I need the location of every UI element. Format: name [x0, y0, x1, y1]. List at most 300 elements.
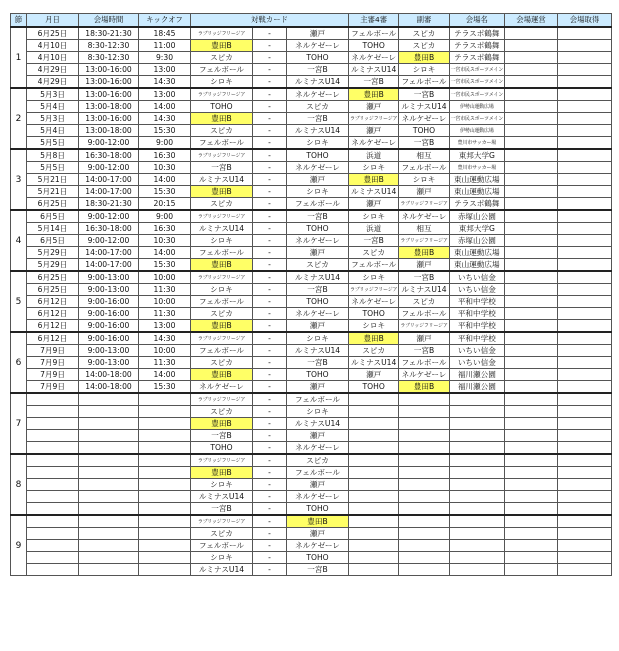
cell-kickoff: 13:00 — [139, 88, 191, 101]
cell-venue — [449, 467, 504, 479]
cell-venue — [449, 479, 504, 491]
cell-venue-time — [79, 515, 139, 528]
cell-away-team: ネルケゼーレ — [287, 308, 349, 320]
cell-venue-time: 14:00-18:00 — [79, 381, 139, 394]
cell-vs: - — [253, 284, 287, 296]
cell-vs: - — [253, 454, 287, 467]
cell-home-team: スピカ — [191, 308, 253, 320]
cell-date: 6月12日 — [27, 308, 79, 320]
cell-date: 5月14日 — [27, 223, 79, 235]
section-number: 1 — [11, 27, 27, 88]
cell-kickoff: 9:00 — [139, 137, 191, 150]
cell-referee: TOHO — [349, 308, 399, 320]
cell-assistant-referee: 相互 — [399, 149, 449, 162]
cell-venue: 東山運動広場 — [449, 174, 504, 186]
cell-vs: - — [253, 64, 287, 76]
cell-kickoff: 14:00 — [139, 369, 191, 381]
cell-venue — [449, 454, 504, 467]
cell-away-team: TOHO — [287, 149, 349, 162]
cell-venue-ops — [505, 113, 558, 125]
cell-venue — [449, 430, 504, 442]
cell-venue-time — [79, 564, 139, 576]
cell-venue: いちい信金 — [449, 284, 504, 296]
cell-venue-ops — [505, 174, 558, 186]
cell-assistant-referee: スピカ — [399, 40, 449, 52]
cell-assistant-referee: 一宮B — [399, 137, 449, 150]
cell-venue-booking — [558, 284, 612, 296]
cell-assistant-referee — [399, 491, 449, 503]
cell-venue-booking — [558, 271, 612, 284]
cell-venue-time — [79, 540, 139, 552]
cell-kickoff: 15:30 — [139, 125, 191, 137]
cell-venue-time: 13:00-16:00 — [79, 113, 139, 125]
cell-vs: - — [253, 332, 287, 345]
cell-venue-booking — [558, 296, 612, 308]
cell-date — [27, 454, 79, 467]
cell-away-team: 瀬戸 — [287, 528, 349, 540]
cell-kickoff: 10:00 — [139, 296, 191, 308]
cell-venue-ops — [505, 27, 558, 40]
cell-assistant-referee: シロキ — [399, 64, 449, 76]
cell-away-team: シロキ — [287, 406, 349, 418]
cell-venue-booking — [558, 442, 612, 455]
cell-away-team: スピカ — [287, 454, 349, 467]
table-row — [11, 308, 612, 320]
cell-home-team: ルミナスU14 — [191, 174, 253, 186]
cell-date: 6月5日 — [27, 235, 79, 247]
cell-venue-ops — [505, 369, 558, 381]
cell-venue-time: 9:00-12:00 — [79, 137, 139, 150]
cell-venue-time: 16:30-18:00 — [79, 149, 139, 162]
table-row — [11, 27, 612, 40]
cell-venue-time: 14:00-18:00 — [79, 369, 139, 381]
cell-home-team: シロキ — [191, 76, 253, 89]
cell-date: 5月4日 — [27, 101, 79, 113]
cell-venue-booking — [558, 125, 612, 137]
cell-home-team: 豊田B — [191, 40, 253, 52]
cell-assistant-referee: 瀬戸 — [399, 186, 449, 198]
cell-venue-ops — [505, 125, 558, 137]
cell-home-team: フェルボール — [191, 296, 253, 308]
cell-referee: 瀬戸 — [349, 101, 399, 113]
cell-venue — [449, 442, 504, 455]
cell-venue-booking — [558, 88, 612, 101]
cell-venue-booking — [558, 223, 612, 235]
cell-home-team: 一宮B — [191, 503, 253, 516]
cell-venue — [449, 552, 504, 564]
cell-venue-booking — [558, 64, 612, 76]
cell-away-team: TOHO — [287, 52, 349, 64]
cell-date: 5月21日 — [27, 186, 79, 198]
cell-assistant-referee: フェルボール — [399, 357, 449, 369]
cell-kickoff: 14:00 — [139, 101, 191, 113]
cell-venue-ops — [505, 418, 558, 430]
cell-referee: ネルケゼーレ — [349, 137, 399, 150]
cell-venue-booking — [558, 162, 612, 174]
cell-away-team: ネルケゼーレ — [287, 540, 349, 552]
cell-assistant-referee: シロキ — [399, 174, 449, 186]
table-row — [11, 320, 612, 333]
cell-away-team: TOHO — [287, 223, 349, 235]
cell-assistant-referee: フェルボール — [399, 76, 449, 89]
cell-venue-ops — [505, 296, 558, 308]
cell-referee — [349, 406, 399, 418]
cell-away-team: ルミナスU14 — [287, 418, 349, 430]
cell-away-team: ネルケゼーレ — [287, 40, 349, 52]
cell-venue-booking — [558, 52, 612, 64]
cell-date — [27, 406, 79, 418]
cell-vs: - — [253, 210, 287, 223]
cell-home-team: シロキ — [191, 284, 253, 296]
cell-venue: テラスポ鶴舞 — [449, 40, 504, 52]
cell-venue — [449, 528, 504, 540]
cell-kickoff: 15:30 — [139, 381, 191, 394]
cell-away-team: 瀬戸 — [287, 430, 349, 442]
cell-vs: - — [253, 52, 287, 64]
cell-date — [27, 467, 79, 479]
col-header-venue-ops: 会場運営 — [505, 14, 558, 28]
table-row — [11, 332, 612, 345]
cell-away-team: 一宮B — [287, 357, 349, 369]
col-header-venue: 会場名 — [449, 14, 504, 28]
table-row — [11, 210, 612, 223]
cell-kickoff: 10:30 — [139, 235, 191, 247]
cell-assistant-referee — [399, 552, 449, 564]
cell-venue-time: 9:00-12:00 — [79, 210, 139, 223]
cell-venue-ops — [505, 223, 558, 235]
cell-vs: - — [253, 27, 287, 40]
cell-venue-ops — [505, 247, 558, 259]
cell-venue-booking — [558, 479, 612, 491]
cell-venue-booking — [558, 332, 612, 345]
cell-referee: ルミナスU14 — [349, 357, 399, 369]
cell-home-team: 豊田B — [191, 259, 253, 272]
cell-kickoff — [139, 406, 191, 418]
cell-referee — [349, 528, 399, 540]
cell-referee — [349, 393, 399, 406]
cell-venue-time — [79, 418, 139, 430]
cell-venue-booking — [558, 454, 612, 467]
cell-assistant-referee: 一宮B — [399, 88, 449, 101]
cell-home-team: スピカ — [191, 125, 253, 137]
cell-referee: シロキ — [349, 320, 399, 333]
cell-vs: - — [253, 113, 287, 125]
table-row — [11, 406, 612, 418]
cell-venue-ops — [505, 76, 558, 89]
cell-assistant-referee — [399, 503, 449, 516]
cell-venue-ops — [505, 308, 558, 320]
cell-date: 5月29日 — [27, 259, 79, 272]
cell-referee: シロキ — [349, 162, 399, 174]
cell-venue-time: 9:00-16:00 — [79, 332, 139, 345]
cell-referee: 豊田B — [349, 88, 399, 101]
cell-home-team: ルミナスU14 — [191, 564, 253, 576]
section-number: 8 — [11, 454, 27, 515]
cell-referee — [349, 503, 399, 516]
cell-venue — [449, 418, 504, 430]
table-row — [11, 515, 612, 528]
cell-venue-time — [79, 393, 139, 406]
cell-assistant-referee — [399, 442, 449, 455]
cell-home-team: ラブリッジフリージア — [191, 149, 253, 162]
cell-referee: ネルケゼーレ — [349, 52, 399, 64]
cell-venue-ops — [505, 332, 558, 345]
cell-venue-time: 9:00-16:00 — [79, 296, 139, 308]
cell-kickoff: 10:00 — [139, 345, 191, 357]
table-row — [11, 381, 612, 394]
cell-assistant-referee: 一宮B — [399, 345, 449, 357]
cell-kickoff: 15:30 — [139, 186, 191, 198]
table-row — [11, 369, 612, 381]
cell-away-team: シロキ — [287, 137, 349, 150]
cell-venue-ops — [505, 101, 558, 113]
cell-venue-ops — [505, 210, 558, 223]
cell-venue-ops — [505, 479, 558, 491]
cell-vs: - — [253, 406, 287, 418]
cell-home-team: 豊田B — [191, 320, 253, 333]
cell-assistant-referee: ラブリッジフリージア — [399, 198, 449, 211]
cell-kickoff — [139, 442, 191, 455]
table-row — [11, 552, 612, 564]
cell-referee — [349, 564, 399, 576]
cell-venue-time: 9:00-16:00 — [79, 320, 139, 333]
cell-referee: 瀬戸 — [349, 198, 399, 211]
cell-home-team: フェルボール — [191, 345, 253, 357]
cell-date: 6月25日 — [27, 284, 79, 296]
cell-venue-ops — [505, 564, 558, 576]
cell-away-team: フェルボール — [287, 393, 349, 406]
table-row — [11, 491, 612, 503]
cell-venue: 東山運動広場 — [449, 247, 504, 259]
table-row — [11, 418, 612, 430]
cell-venue-ops — [505, 552, 558, 564]
cell-venue-time: 16:30-18:00 — [79, 223, 139, 235]
cell-vs: - — [253, 442, 287, 455]
cell-venue-ops — [505, 345, 558, 357]
cell-assistant-referee — [399, 393, 449, 406]
cell-referee: ラブリッジフリージア — [349, 284, 399, 296]
table-row — [11, 64, 612, 76]
cell-referee — [349, 479, 399, 491]
cell-venue-time: 13:00-18:00 — [79, 125, 139, 137]
cell-date: 4月10日 — [27, 40, 79, 52]
table-row — [11, 454, 612, 467]
cell-home-team: フェルボール — [191, 137, 253, 150]
table-row — [11, 247, 612, 259]
cell-assistant-referee: ネルケゼーレ — [399, 210, 449, 223]
cell-vs: - — [253, 552, 287, 564]
cell-home-team: フェルボール — [191, 247, 253, 259]
cell-vs: - — [253, 125, 287, 137]
table-row — [11, 296, 612, 308]
cell-date — [27, 540, 79, 552]
cell-referee: フェルボール — [349, 259, 399, 272]
cell-vs: - — [253, 369, 287, 381]
cell-home-team: ラブリッジフリージア — [191, 88, 253, 101]
table-row — [11, 235, 612, 247]
cell-venue-time: 14:00-17:00 — [79, 259, 139, 272]
cell-away-team: TOHO — [287, 296, 349, 308]
col-header-venue-time: 会場時間 — [79, 14, 139, 28]
table-row — [11, 174, 612, 186]
cell-venue: 平和中学校 — [449, 296, 504, 308]
cell-assistant-referee — [399, 418, 449, 430]
cell-assistant-referee — [399, 528, 449, 540]
table-row — [11, 564, 612, 576]
cell-vs: - — [253, 540, 287, 552]
cell-venue-time: 18:30-21:30 — [79, 198, 139, 211]
cell-venue-booking — [558, 259, 612, 272]
cell-away-team: 一宮B — [287, 113, 349, 125]
cell-home-team: ネルケゼーレ — [191, 381, 253, 394]
cell-referee: ルミナスU14 — [349, 64, 399, 76]
cell-venue-time — [79, 491, 139, 503]
table-row — [11, 467, 612, 479]
cell-date: 7月9日 — [27, 381, 79, 394]
table-row — [11, 101, 612, 113]
cell-referee — [349, 467, 399, 479]
cell-vs: - — [253, 381, 287, 394]
table-row — [11, 40, 612, 52]
cell-kickoff — [139, 503, 191, 516]
cell-kickoff: 16:30 — [139, 223, 191, 235]
cell-venue-time: 14:00-17:00 — [79, 247, 139, 259]
cell-venue-booking — [558, 345, 612, 357]
section-number: 7 — [11, 393, 27, 454]
cell-referee: 一宮B — [349, 235, 399, 247]
cell-assistant-referee: 豊田B — [399, 247, 449, 259]
cell-kickoff — [139, 418, 191, 430]
cell-home-team: スピカ — [191, 528, 253, 540]
cell-venue — [449, 393, 504, 406]
cell-kickoff — [139, 540, 191, 552]
cell-referee: スピカ — [349, 247, 399, 259]
cell-venue-booking — [558, 76, 612, 89]
cell-venue: テラスポ鶴舞 — [449, 198, 504, 211]
cell-away-team: 瀬戸 — [287, 320, 349, 333]
cell-date: 5月29日 — [27, 247, 79, 259]
cell-vs: - — [253, 137, 287, 150]
col-header-kickoff: キックオフ — [139, 14, 191, 28]
cell-venue-time: 9:00-12:00 — [79, 235, 139, 247]
col-header-referee: 主審4審 — [349, 14, 399, 28]
cell-date: 7月9日 — [27, 357, 79, 369]
cell-away-team: 瀬戸 — [287, 174, 349, 186]
col-header-assistant-referee: 副審 — [399, 14, 449, 28]
cell-venue — [449, 406, 504, 418]
cell-venue-time: 14:00-17:00 — [79, 174, 139, 186]
cell-venue-time: 9:00-13:00 — [79, 271, 139, 284]
cell-away-team: ルミナスU14 — [287, 125, 349, 137]
cell-date: 4月29日 — [27, 64, 79, 76]
cell-referee — [349, 442, 399, 455]
cell-home-team: 豊田B — [191, 369, 253, 381]
table-row — [11, 430, 612, 442]
cell-assistant-referee: ルミナスU14 — [399, 101, 449, 113]
cell-date — [27, 418, 79, 430]
cell-kickoff — [139, 528, 191, 540]
table-row — [11, 284, 612, 296]
cell-vs: - — [253, 308, 287, 320]
cell-date — [27, 430, 79, 442]
cell-vs: - — [253, 564, 287, 576]
cell-away-team: ネルケゼーレ — [287, 235, 349, 247]
cell-venue-booking — [558, 467, 612, 479]
cell-date — [27, 552, 79, 564]
cell-venue-booking — [558, 418, 612, 430]
cell-assistant-referee: 瀬戸 — [399, 332, 449, 345]
cell-kickoff: 16:30 — [139, 149, 191, 162]
cell-away-team: 一宮B — [287, 284, 349, 296]
cell-date — [27, 528, 79, 540]
cell-kickoff: 9:00 — [139, 210, 191, 223]
cell-kickoff — [139, 467, 191, 479]
cell-venue-ops — [505, 467, 558, 479]
cell-home-team: 豊田B — [191, 186, 253, 198]
cell-kickoff: 14:30 — [139, 76, 191, 89]
table-row — [11, 125, 612, 137]
schedule-sheet — [10, 13, 612, 576]
header-row — [11, 14, 612, 28]
cell-venue-ops — [505, 198, 558, 211]
cell-venue — [449, 491, 504, 503]
cell-away-team: 瀬戸 — [287, 27, 349, 40]
cell-venue-booking — [558, 308, 612, 320]
cell-venue: 東山運動広場 — [449, 259, 504, 272]
cell-home-team: シロキ — [191, 479, 253, 491]
table-row — [11, 393, 612, 406]
cell-assistant-referee — [399, 430, 449, 442]
cell-kickoff: 15:30 — [139, 259, 191, 272]
cell-venue-booking — [558, 528, 612, 540]
cell-assistant-referee: ネルケゼーレ — [399, 113, 449, 125]
cell-kickoff: 14:30 — [139, 332, 191, 345]
cell-venue-booking — [558, 235, 612, 247]
table-row — [11, 186, 612, 198]
cell-kickoff: 13:00 — [139, 64, 191, 76]
cell-venue: 東邦大学G — [449, 223, 504, 235]
cell-vs: - — [253, 88, 287, 101]
cell-assistant-referee: ネルケゼーレ — [399, 369, 449, 381]
cell-away-team: 瀬戸 — [287, 479, 349, 491]
cell-home-team: ラブリッジフリージア — [191, 393, 253, 406]
cell-venue — [449, 564, 504, 576]
cell-away-team: ルミナスU14 — [287, 76, 349, 89]
cell-away-team: 瀬戸 — [287, 247, 349, 259]
cell-venue-booking — [558, 186, 612, 198]
cell-assistant-referee: 豊田B — [399, 381, 449, 394]
cell-home-team: 豊田B — [191, 113, 253, 125]
cell-venue-booking — [558, 137, 612, 150]
cell-vs: - — [253, 149, 287, 162]
cell-venue: 一宮市民スポーツメイン — [449, 88, 504, 101]
col-header-venue-booking: 会場取得 — [558, 14, 612, 28]
cell-kickoff — [139, 515, 191, 528]
cell-venue: 福川瀬公園 — [449, 369, 504, 381]
cell-date: 6月5日 — [27, 210, 79, 223]
cell-vs: - — [253, 528, 287, 540]
cell-referee: 浜道 — [349, 223, 399, 235]
table-row — [11, 198, 612, 211]
cell-away-team: フェルボール — [287, 467, 349, 479]
cell-home-team: 一宮B — [191, 162, 253, 174]
table-row — [11, 540, 612, 552]
cell-date: 4月10日 — [27, 52, 79, 64]
cell-venue-booking — [558, 381, 612, 394]
cell-referee — [349, 540, 399, 552]
cell-venue-ops — [505, 515, 558, 528]
cell-venue-booking — [558, 564, 612, 576]
